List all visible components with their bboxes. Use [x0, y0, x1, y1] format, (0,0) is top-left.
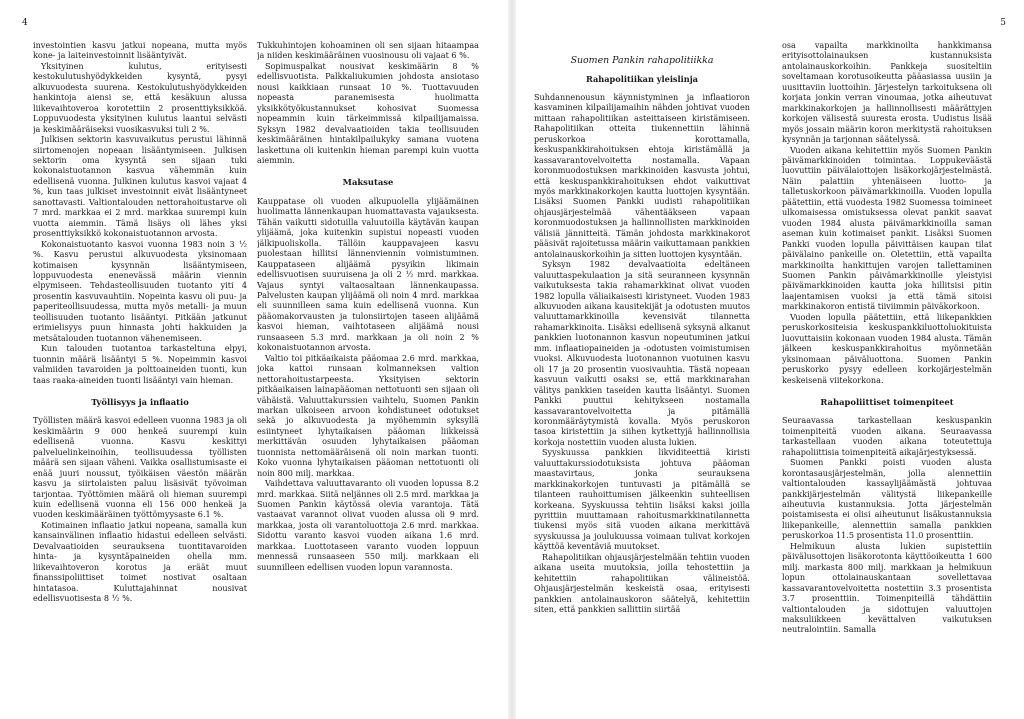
- page-number-left: 4: [22, 18, 28, 28]
- page-number-right: 5: [1000, 18, 1006, 28]
- left-column-2: [257, 40, 479, 700]
- paragraph: Kauppatase oli vuoden alkupuolella ylijäämäinen huolimatta lännenkaupan huomattavasta vajauksesta. Tähän vaikutti sidotuilla valuutoilla käytävän kaupan ylijäämä, joka kuitenkin supistui nopeasti vuoden jälkipuoliskolla. Tällöin kauppavajeen kasvu puolestaan hillitsi lännenviennin voimistuminen. Kauppataseen alijäämä pysyikin likimain edellisvuotisen suuruisena ja oli 2 ½ mrd. markkaa. Vajaus syntyi valtaosaltaan lännenkaupassa. Palvelusten kaupan ylijäämä oli noin 4 mrd. markkaa eli suunnilleen sama kuin edellisenä vuonna. Kun pääomakorvausten ja tulonsiirtojen taseen alijäämä kasvoi hieman, vaihtotaseen alijäämä nousi runsaaseen 5.3 mrd. markkaan ja oli noin 2 % kokonaistuotannon arvosta.: [257, 195, 479, 353]
- left-column-1: [33, 40, 247, 700]
- right-column-1: [534, 40, 750, 702]
- section-heading-balance-of-payments: Maksutase: [342, 177, 394, 188]
- paragraph: Seuraavassa tarkastellaan keskuspankin toimenpiteitä vuoden aikana. Seuraavassa tarkastellaan vuoden aikana toteutettuja rahapoliittisia toimenpiteitä aikajärjestyksessä.: [782, 415, 992, 457]
- paragraph: Työllisten määrä kasvoi edelleen vuonna 1983 ja oli keskimäärin 9 000 henkeä suurempi kuin edellisenä vuonna. Kasvu keskittyi palveluelinkeinoihin, teollisuudessa työllisten määrä sen sijaan väheni. Vaikka osallistumisaste ei enää juuri noussut, työikäisen väestön määrän kasvu ja siirtolaisten paluu lisäsivät työvoiman tarjontaa. Työttömien määrä oli hieman suurempi kuin edellisenä vuonna eli 156 000 henkeä ja vuoden keskimääräinen työttömyysaste 6.1 %.: [33, 415, 247, 520]
- paragraph: Helmikuun alusta lukien supistettiin päivälusottojen lisäkorotonta käyttöoikeutta 1 600 milj. markasta 800 milj. markkaan ja helmikuun lopun ottolainauskantaan sovellettavaa kassavarantovelvoitetta nostettiin 3.3 prosentista 3.7 prosenttiin. Toimenpiteillä tähdättiin valtiontalouden ja sidottujen valuuttojen maksuliikkeen kevättalven vaikutuksen neutralointiin. Samalla: [782, 540, 992, 635]
- section-heading-policy-measures: Rahapoliittiset toimenpiteet: [820, 396, 954, 407]
- paragraph: Kun talouden tuotantoa tarkasteltuna elpyi, tuonnin määrä lisääntyi 5 %. Nopeimmin kasvoi valmiiden tavaroiden ja polttoaineiden tuonti, kun taas raaka-aineiden tuonti lisääntyi vain hieman.: [33, 343, 247, 385]
- paragraph: Kotimainen inflaatio jatkui nopeana, samalla kun kansainvälinen inflaatio hidastui edelleen selvästi. Devalvaatioiden seurauksena tuontitavaroiden hinta- ja kysyntäpaineiden ohella mm. liikevaihtoveron korotus ja eräät muut finanssipoliittiset toimet nostivat osaltaan hintatasoa. Kuluttajahinnat nousivat edellisvuotisesta 8 ½ %.: [33, 519, 247, 604]
- paragraph: Vuoden lopulla päätettiin, että liikepankkien peruskorkositeisia keskuspankkiluottoluokituista luovuttaisiin kokonaan vuoden 1984 alusta. Tämän jälkeen keskuspankkirahoitus myönnetään yksinomaan päiväluottona. Suomen Pankin peruskorko pysyy edelleen korkojärjestelmän keskeisenä viitekorkona.: [782, 311, 992, 385]
- chapter-title: Suomen Pankin rahapolitiikka: [570, 55, 714, 66]
- paragraph: Syksyn 1982 devalvaatioita edeltäneen valuuttaspekulaation ja sitä seuranneen kysynnän vaikutuksesta takia rahamarkkinat olivat vuoden 1982 lopulla väliaikaisesti kiristyneet. Vuoden 1983 alkuvuoden aikana kausitekijät ja odotusten muutos valuuttamarkkinoilla kevensivät tilannetta rahamarkkinoita. Lisäksi edellisenä syksynä alkanut pankkien luotonannon kasvun nopeutuminen jatkui mm. inflaatiopaineiden ja -odotusten voimistumisen vuoksi. Alkuvuodesta luotonannon vuotuinen kasvu oli 17 ja 20 prosentin vuosivauhtia. Tästä nopeaan kasvuun vaikutti osaksi se, että markkinarahan välitys pankkien taseiden kautta lisääntyi. Suomen Pankki puuttui kehitykseen nostamalla kassavarantovelvoitetta ja pitämällä koronmääräytymistä kovalla. Myös peruskoron tasoa kiristettiin ja siihen kytkettyjä hallinnollisia korkoja nostettiin vuoden alusta lukien.: [534, 259, 750, 447]
- right-column-2: [782, 40, 992, 702]
- section-heading-monetary-policy: Rahapolitiikan yleislinja: [586, 74, 698, 85]
- paragraph: Suomen Pankki poisti vuoden alusta korontasausjärjestelmän, jolla alennettiin valtiontalouden kassaylijäämästä johtuvaa pankkijärjestelmän välitystä liikepankeille aiheutuvia kustannuksia. Jotta järjestelmän poistamisesta ei olisi aiheutunut lisäkustannuksia liikepankeille, alennettiin samalla pankkien peruskorkoa 11.5 prosentista 11.0 prosenttiin.: [782, 457, 992, 541]
- paragraph: Tukkuhintojen kohoaminen oli sen sijaan hitaampaa ja niiden keskimääräinen vuosinousu oli vajaat 6 %.: [257, 40, 479, 61]
- paragraph: investointien kasvu jatkui nopeana, mutta myös kone- ja laiteinvestoinnit lisääntyivät.: [33, 40, 247, 61]
- paragraph: Valtio toi pitkäaikaista pääomaa 2.6 mrd. markkaa, joka kattoi runsaan kolmanneksen valtion nettorahoitustarpeesta. Yksityisen sektorin pitkäaikaisen lainapääoman nettotuonti sen sijaan oli vähäistä. Valuuttakurssien vaihtelu, Suomen Pankin markan ulkoiseen arvoon kohdistuneet odotukset sekä jo alkuvuodesta ja myöhemmin syksyllä esiintyneet lyhytaikaisen pääoman liikkeissä merkittävän osuuden lyhytaikaisen pääoman tuonnista nettomääräisenä oli noin markan tuonti. Koko vuonna lyhytaikaisen pääoman nettotuonti oli noin 800 milj. markkaa.: [257, 352, 479, 478]
- paragraph: Yksityinen kulutus, erityisesti kestokulutushyödykkeiden kysyntä, pysyi alkuvuodesta suurena. Kestokulutushyödykkeiden hankintoja aiensi se, että kesäkuun alussa liikevaihtoveroa korotettiin 2 prosenttiyksikköä. Loppuvuodesta yksityinen kulutus laantui selvästi ja keskimääräiseksi vuosikasvuksi tuli 2 %.: [33, 60, 247, 134]
- paragraph: Vaihdettava valuuttavaranto oli vuoden lopussa 8.2 mrd. markkaa. Siitä neljännes oli 2.5 mrd. markkaa ja Suomen Pankin käytössä olevia varantoja. Tätä vastaavat varannot olivat vuoden alussa oli 9 mrd. markkaa, josta oli varantoluottoja 2.6 mrd. markkaa. Sidottu varanto kasvoi vuoden aikana 1.6 mrd. markkaa. Luottotaseen varanto vuoden loppuun mennessä runsaaseen 550 milj. markkaan eli suunnilleen edellisen vuoden lopun varannosta.: [257, 478, 479, 572]
- paragraph: Kokonaistuotanto kasvoi vuonna 1983 noin 3 ½ %. Kasvu perustui alkuvuodesta yksinomaan kotimaisen kysynnän lisääntymiseen, loppuvuodesta enenevässä määrin viennin elpymiseen. Tehdasteollisuuden tuotanto yiti 4 prosentin kasvuvauhtiin. Nopeinta kasvu oli puu- ja paperiteollisuudessa, mutta myös metalli- ja muun teollisuuden tuotanto lisääntyi. Pitkään jatkunut erimielisyys puun hinnasta johti hakkuiden ja metsätalouden tuotannon vähenemiseen.: [33, 238, 247, 343]
- paragraph: Vuoden aikana kehitettiin myös Suomen Pankin päivämarkkinoiden toimintaa. Loppukeväästä luovuttiin päivälaiottojen lisäkorkojärjestelmästä. Näin palattiin yhtenäiseen luotto- ja talletuskorkoon päivämarkkinoilla. Vuoden lopulla päätettiin, että vuodesta 1982 Suomessa toimineet ulkomaisessa omistuksessa olevat pankit saavat vuoden 1984 alusta päivämarkkinoilla saman aseman kuin kotimaiset pankit. Lisäksi Suomen Pankki vuoden lopulla päivittäisen kaupan tilat päivälaino pankeille on. Oletettiin, että vapailta markkinoilta hankittujen varojen tallettaminen Suomen Pankin päivämarkkinoille yleistyisi päivämarkkinoiden kautta joka hillitsisi pitin laajentamisen vuoksi ja että tämä sitoisi markkinakoron entistä tiiviimmin päiväkorkoon.: [782, 144, 992, 312]
- paragraph: Sopimuspalkat nousivat keskimäärin 8 % edellisvuotista. Palkkaliukumien johdosta ansiotaso nousi kaikkiaan runsaat 10 %. Tuottavuuden nopeasta paranemisesta huolimatta yksikkötyökustannukset kohosivat Suomessa nopeammin kuin tärkeimmissä kilpailijamaissa. Syksyn 1982 devalvaatioiden takia teollisuuden keskimääräinen hintakilpailukyky samana vuotena laskettuna oli kuitenkin hieman parempi kuin vuotta aiemmin.: [257, 60, 479, 165]
- paragraph: Syyskuussa pankkien likviditeettiä kiristi valuuttakurssiodotuksista johtuva pääoman maastavirtaus, jonka seurauksena markkinakorkojen tuntuvasti ja pitämällä se tilanteen rauhoittumisen jälkeenkin suhteellisen korkeana. Syyskuussa tehtiin lisäksi kaksi joilla pyrittiin muuttamaan rahoitusmarkkinatilannetta tiukensi myös sitä vuoden aikana merkittävä syyskuussa ja joulukuussa voimaan tulivat korkojen käyttöä keventäviä muutokset.: [534, 447, 750, 552]
- paragraph: Suhdannenousun käynnistyminen ja inflaatioron kasvaminen kilpailijamaihin nähden johtivat vuoden mittaan rahapolitiikan asteittaiseen kiristämiseen. Rahapolitiikan otteita tiukennettiin lähinnä peruskorkoa korottamalla, keskuspankkirahoituksen ehtoja kiristämällä ja kassavarantovelvoitetta nostamalla. Vapaan koronmuodostuksen markkinoiden kasvusta johtui, että keskuspankkirahoituksen ehdot vaikuttivat myös markkinakorkojen kautta luottojen kysyntään. Lisäksi Suomen Pankki uudisti rahapolitiikan ohjausjärjestelmää vähentääkseen vapaan koronmuodostuksen ja hallinnollisten markkinoiden välisiä jännitteitä. Tämän johdosta markkinakorot pääsivät rajoitetussa määrin vaikuttamaan pankkien antolainauskorkoihin ja sitten luottojen kysyntään.: [534, 91, 750, 259]
- paragraph: Julkisen sektorin kasvuvaikutus perustui lähinnä siirtomenojen nopeaan lisääntymiseen. Julkisen sektorin oma kysyntä sen sijaan tuki kokonaistuotannon kasvua vähemmän kuin edellisenä vuonna. Julkinen kulutus kasvoi vajaat 4 %, kun taas julkiset investoinnit eivät lisääntyneet sanottavasti. Valtiontalouden nettorahoitustarve oli 7 mrd. markkaa ei 2 mrd. markkaa suurempi kuin vuotta aiemmin. Tämä lisäys oli lähes yksi prosenttiyksikkö kokonaistuotannon arvosta.: [33, 134, 247, 239]
- paragraph: osa vapailta markkinoilta hankkimansa erityisottolainauksen kustannuksista antolainauskorkoihin. Pankkeja suositeltiin soveltamaan korotusoikeutta pääasiassa uusiin ja uusittaviin luottoihin. Järjestelyn tarkoituksena oli korjata jonkin verran vinoumaa, jotka aiheutuvat markkinakorkojen ja hallinnollisesti määrättyjen korkojen välisestä suuresta erosta. Uudistus lisää myös jossain määrin koron merkitystä rahoituksen kysynnän ja tarjonnan säätelyssä.: [782, 40, 992, 145]
- paragraph: Rahapolitiikan ohjausjärjestelmään tehtiin vuoden aikana useita muutoksia, joilla tehostettiin ja kehitettiin rahapolitiikan välineistöä. Ohjausjärjestelmän keskeistä osaa, erityisesti pankkien antolainauskoron säätelyä, kehitettiin siten, että pankkien sallittiin siirtää: [534, 551, 750, 615]
- right-page: [512, 0, 1024, 719]
- section-heading-employment: Työllisyys ja inflaatio: [91, 396, 189, 407]
